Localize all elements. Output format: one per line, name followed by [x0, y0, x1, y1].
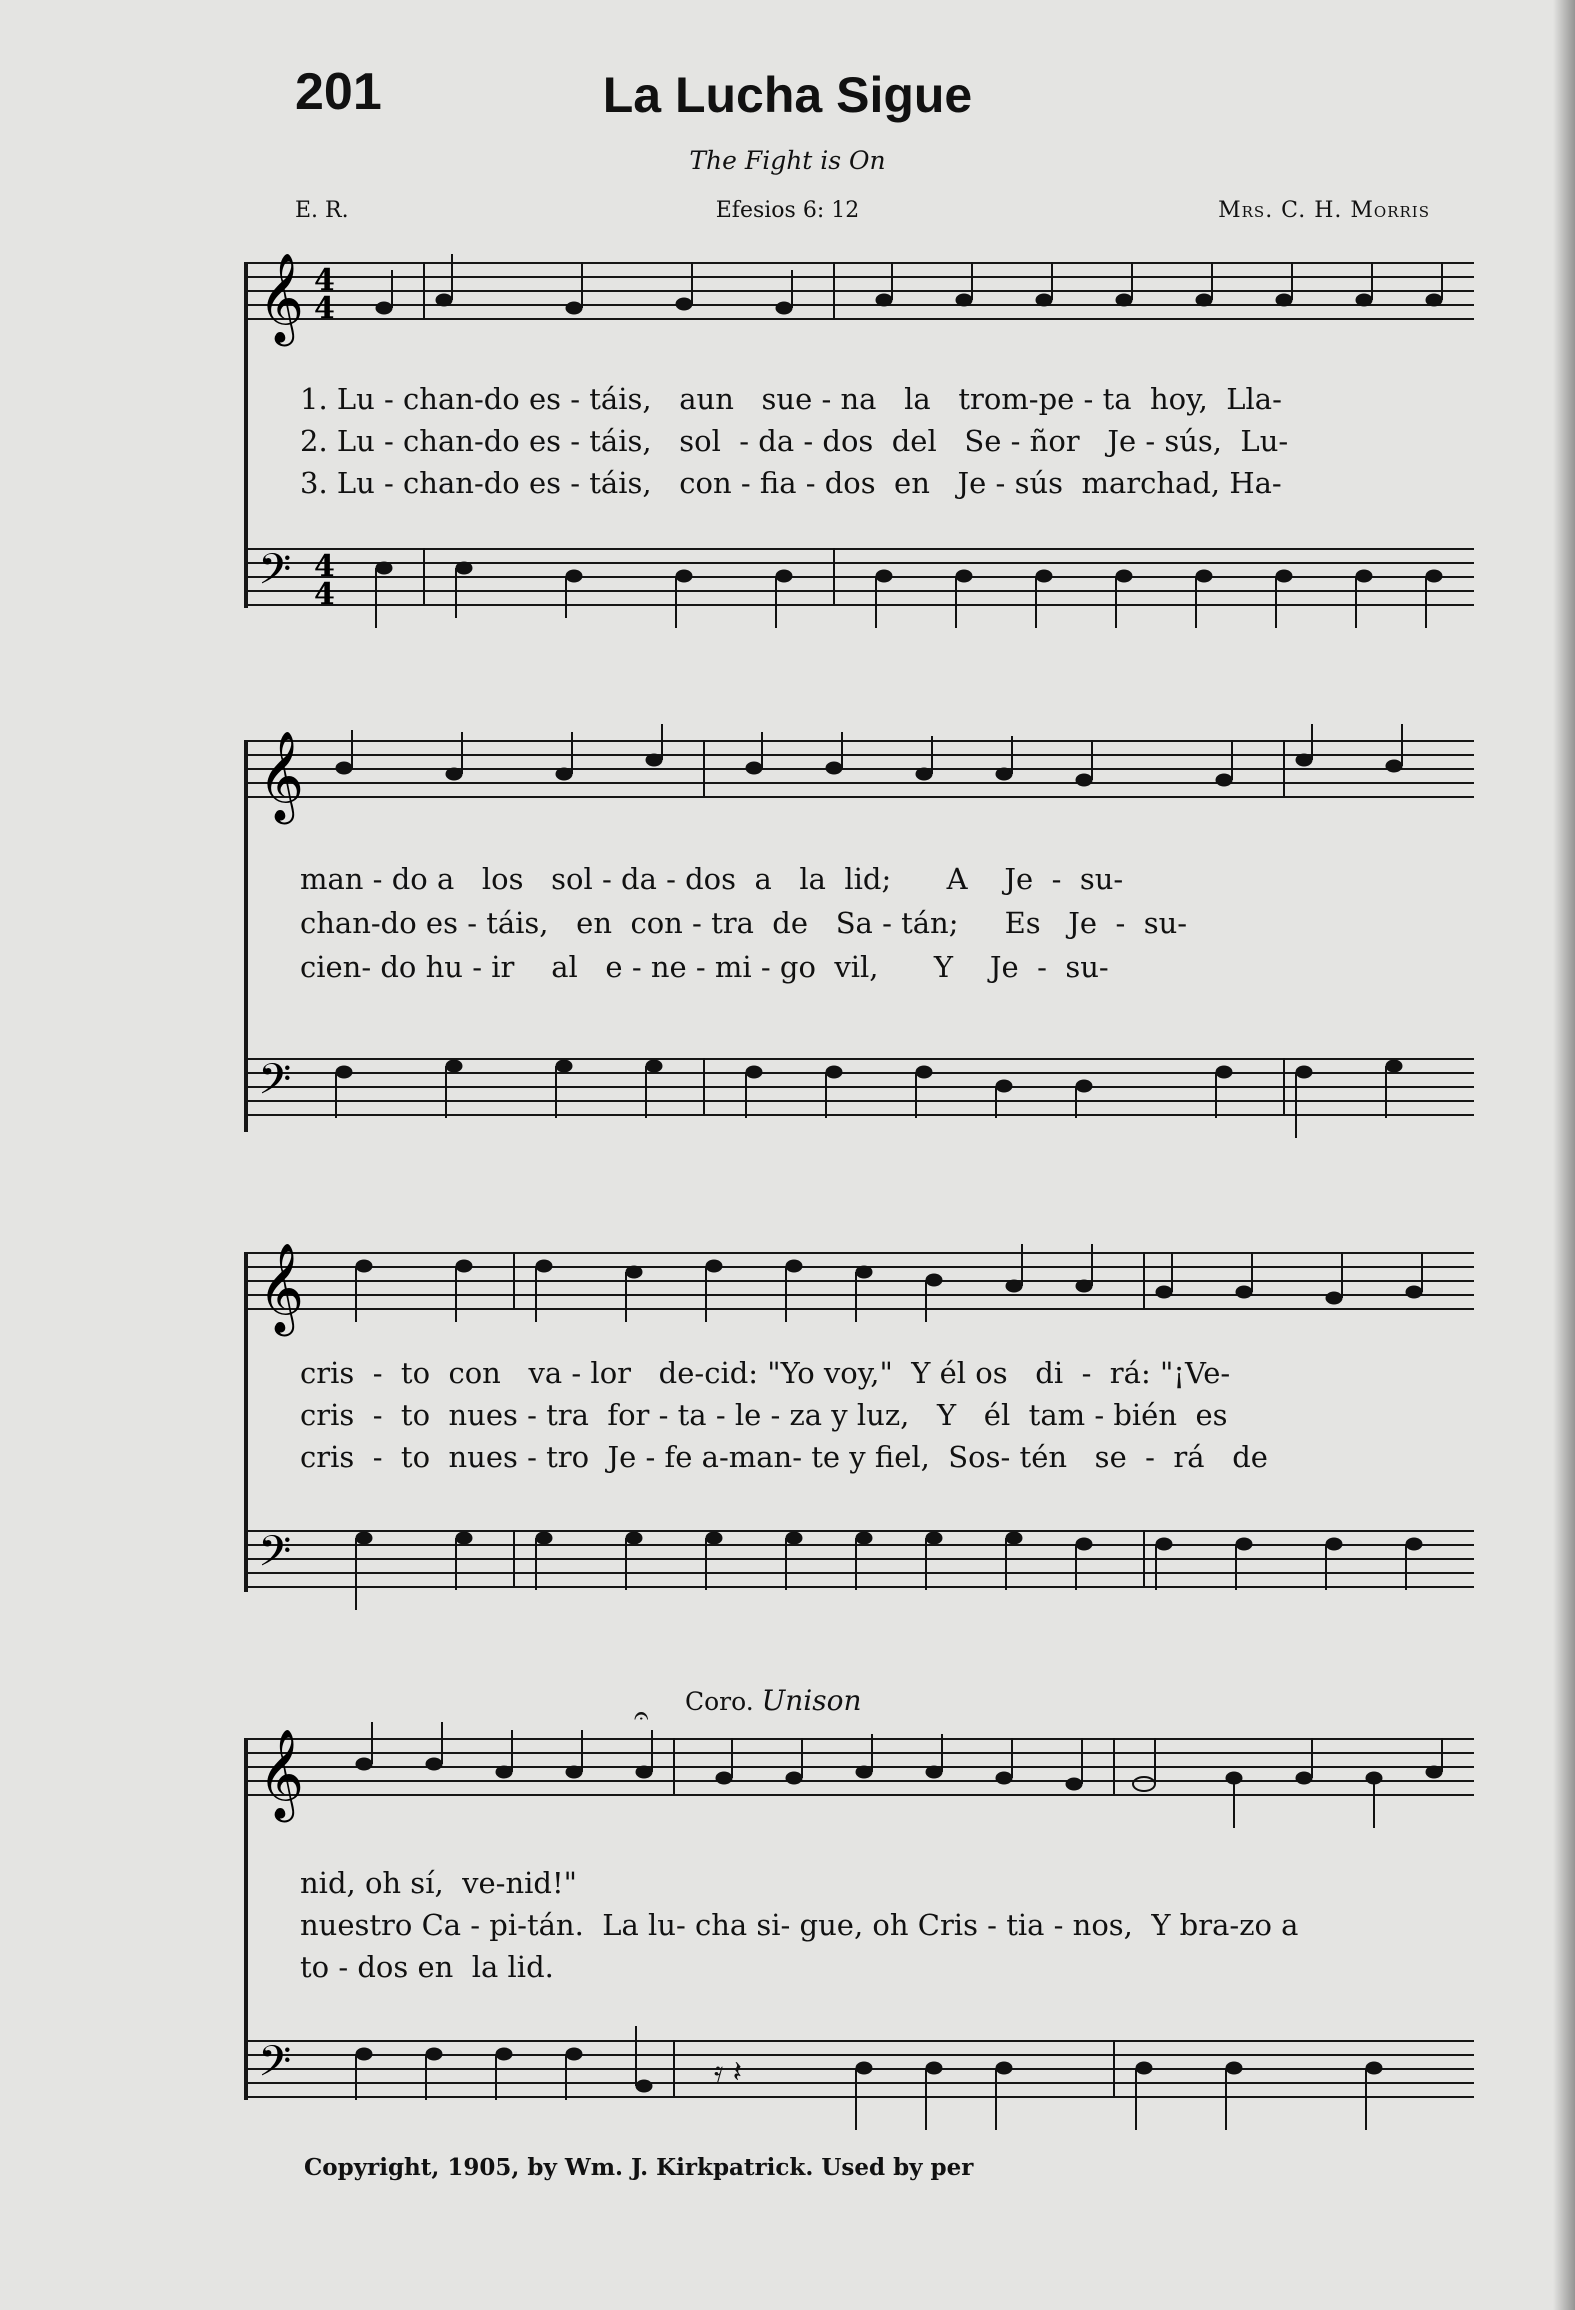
svg-text:4: 4	[314, 577, 335, 612]
system-4-bass-staff	[244, 2037, 1474, 2100]
system-3-treble-staff	[244, 1243, 1474, 1333]
system-4-lyric-verse-2: nuestro Ca - pi-tán. La lu- cha si- gue, oh Cris - tia - nos, Y bra-zo a	[300, 1908, 1299, 1942]
svg-text:4: 4	[314, 549, 335, 584]
system-3-bass-notes	[244, 1527, 1474, 1590]
system-2-lyric-verse-3: cien- do hu - ir al e - ne - mi - go vil, Y Je - su-	[300, 950, 1109, 984]
system-1-bass-notes	[244, 545, 1474, 612]
svg-text:𝄢: 𝄢	[258, 1055, 292, 1115]
lyricist-credit: E. R.	[295, 198, 349, 223]
chorus-unison-note: Unison	[761, 1684, 862, 1717]
system-3-lyric-verse-1: cris - to con va - lor de-cid: "Yo voy," Y él os di - rá: "¡Ve-	[300, 1356, 1231, 1390]
system-1-treble-staff	[244, 253, 1474, 343]
time-signature-bottom: 4	[314, 291, 335, 326]
hymn-title: La Lucha Sigue	[602, 67, 973, 123]
system-3-lyric-verse-2: cris - to nues - tra for - ta - le - za y luz, Y él tam - bién es	[300, 1398, 1228, 1432]
bass-clef-icon: 𝄢	[258, 545, 292, 605]
rest-icon: 𝄿 𝄽	[714, 2055, 742, 2090]
time-signature-top: 4	[314, 263, 335, 298]
system-4-lyric-verse-3: to - dos en la lid.	[300, 1950, 554, 1984]
fermata-icon: 𝄐	[634, 1701, 649, 1731]
page-edge-shadow	[1553, 0, 1575, 2310]
system-3-lyric-verse-3: cris - to nues - tro Je - fe a-man- te y fiel, Sos- tén se - rá de	[300, 1440, 1268, 1474]
system-2-lyric-verse-2: chan-do es - táis, en con - tra de Sa - tán; Es Je - su-	[300, 906, 1188, 940]
system-4-lyric-verse-1: nid, oh sí, ve-nid!"	[300, 1866, 577, 1900]
system-3-treble-notes	[244, 1243, 1474, 1333]
system-2-lyric-verse-1: man - do a los sol - da - dos a la lid; A Je - su-	[300, 862, 1124, 896]
system-3-bass-staff	[244, 1527, 1474, 1590]
composer-credit: Mrs. C. H. Morris	[1218, 198, 1430, 223]
hymn-number: 201	[295, 63, 382, 121]
svg-text:𝄢: 𝄢	[258, 1527, 292, 1587]
svg-text:𝄞: 𝄞	[258, 1729, 305, 1819]
hymn-subtitle: The Fight is On	[689, 146, 886, 175]
chorus-title: Coro.	[685, 1687, 754, 1716]
system-2-treble-notes	[244, 731, 1474, 821]
system-1-bass-staff	[244, 545, 1474, 612]
svg-text:𝄞: 𝄞	[258, 1243, 305, 1333]
system-2-treble-staff	[244, 731, 1474, 821]
system-2-bass-staff	[244, 1055, 1474, 1118]
copyright-notice: Copyright, 1905, by Wm. J. Kirkpatrick. Used by per	[304, 2154, 974, 2181]
chorus-label	[685, 1684, 862, 1717]
system-2-bass-notes	[244, 1055, 1474, 1118]
system-1-lyric-verse-2: 2. Lu - chan-do es - táis, sol - da - dos del Se - ñor Je - sús, Lu-	[300, 424, 1289, 458]
treble-clef-icon: 𝄞	[258, 253, 305, 343]
svg-text:𝄢: 𝄢	[258, 2037, 292, 2097]
scripture-reference: Efesios 6: 12	[715, 198, 860, 223]
system-1-treble-notes	[244, 253, 1474, 343]
svg-text:𝄞: 𝄞	[258, 731, 305, 821]
system-4-bass-notes	[244, 2037, 1474, 2100]
system-1-lyric-verse-3: 3. Lu - chan-do es - táis, con - fia - dos en Je - sús marchad, Ha-	[300, 466, 1282, 500]
system-1-lyric-verse-1: 1. Lu - chan-do es - táis, aun sue - na la trom-pe - ta hoy, Lla-	[300, 382, 1282, 416]
